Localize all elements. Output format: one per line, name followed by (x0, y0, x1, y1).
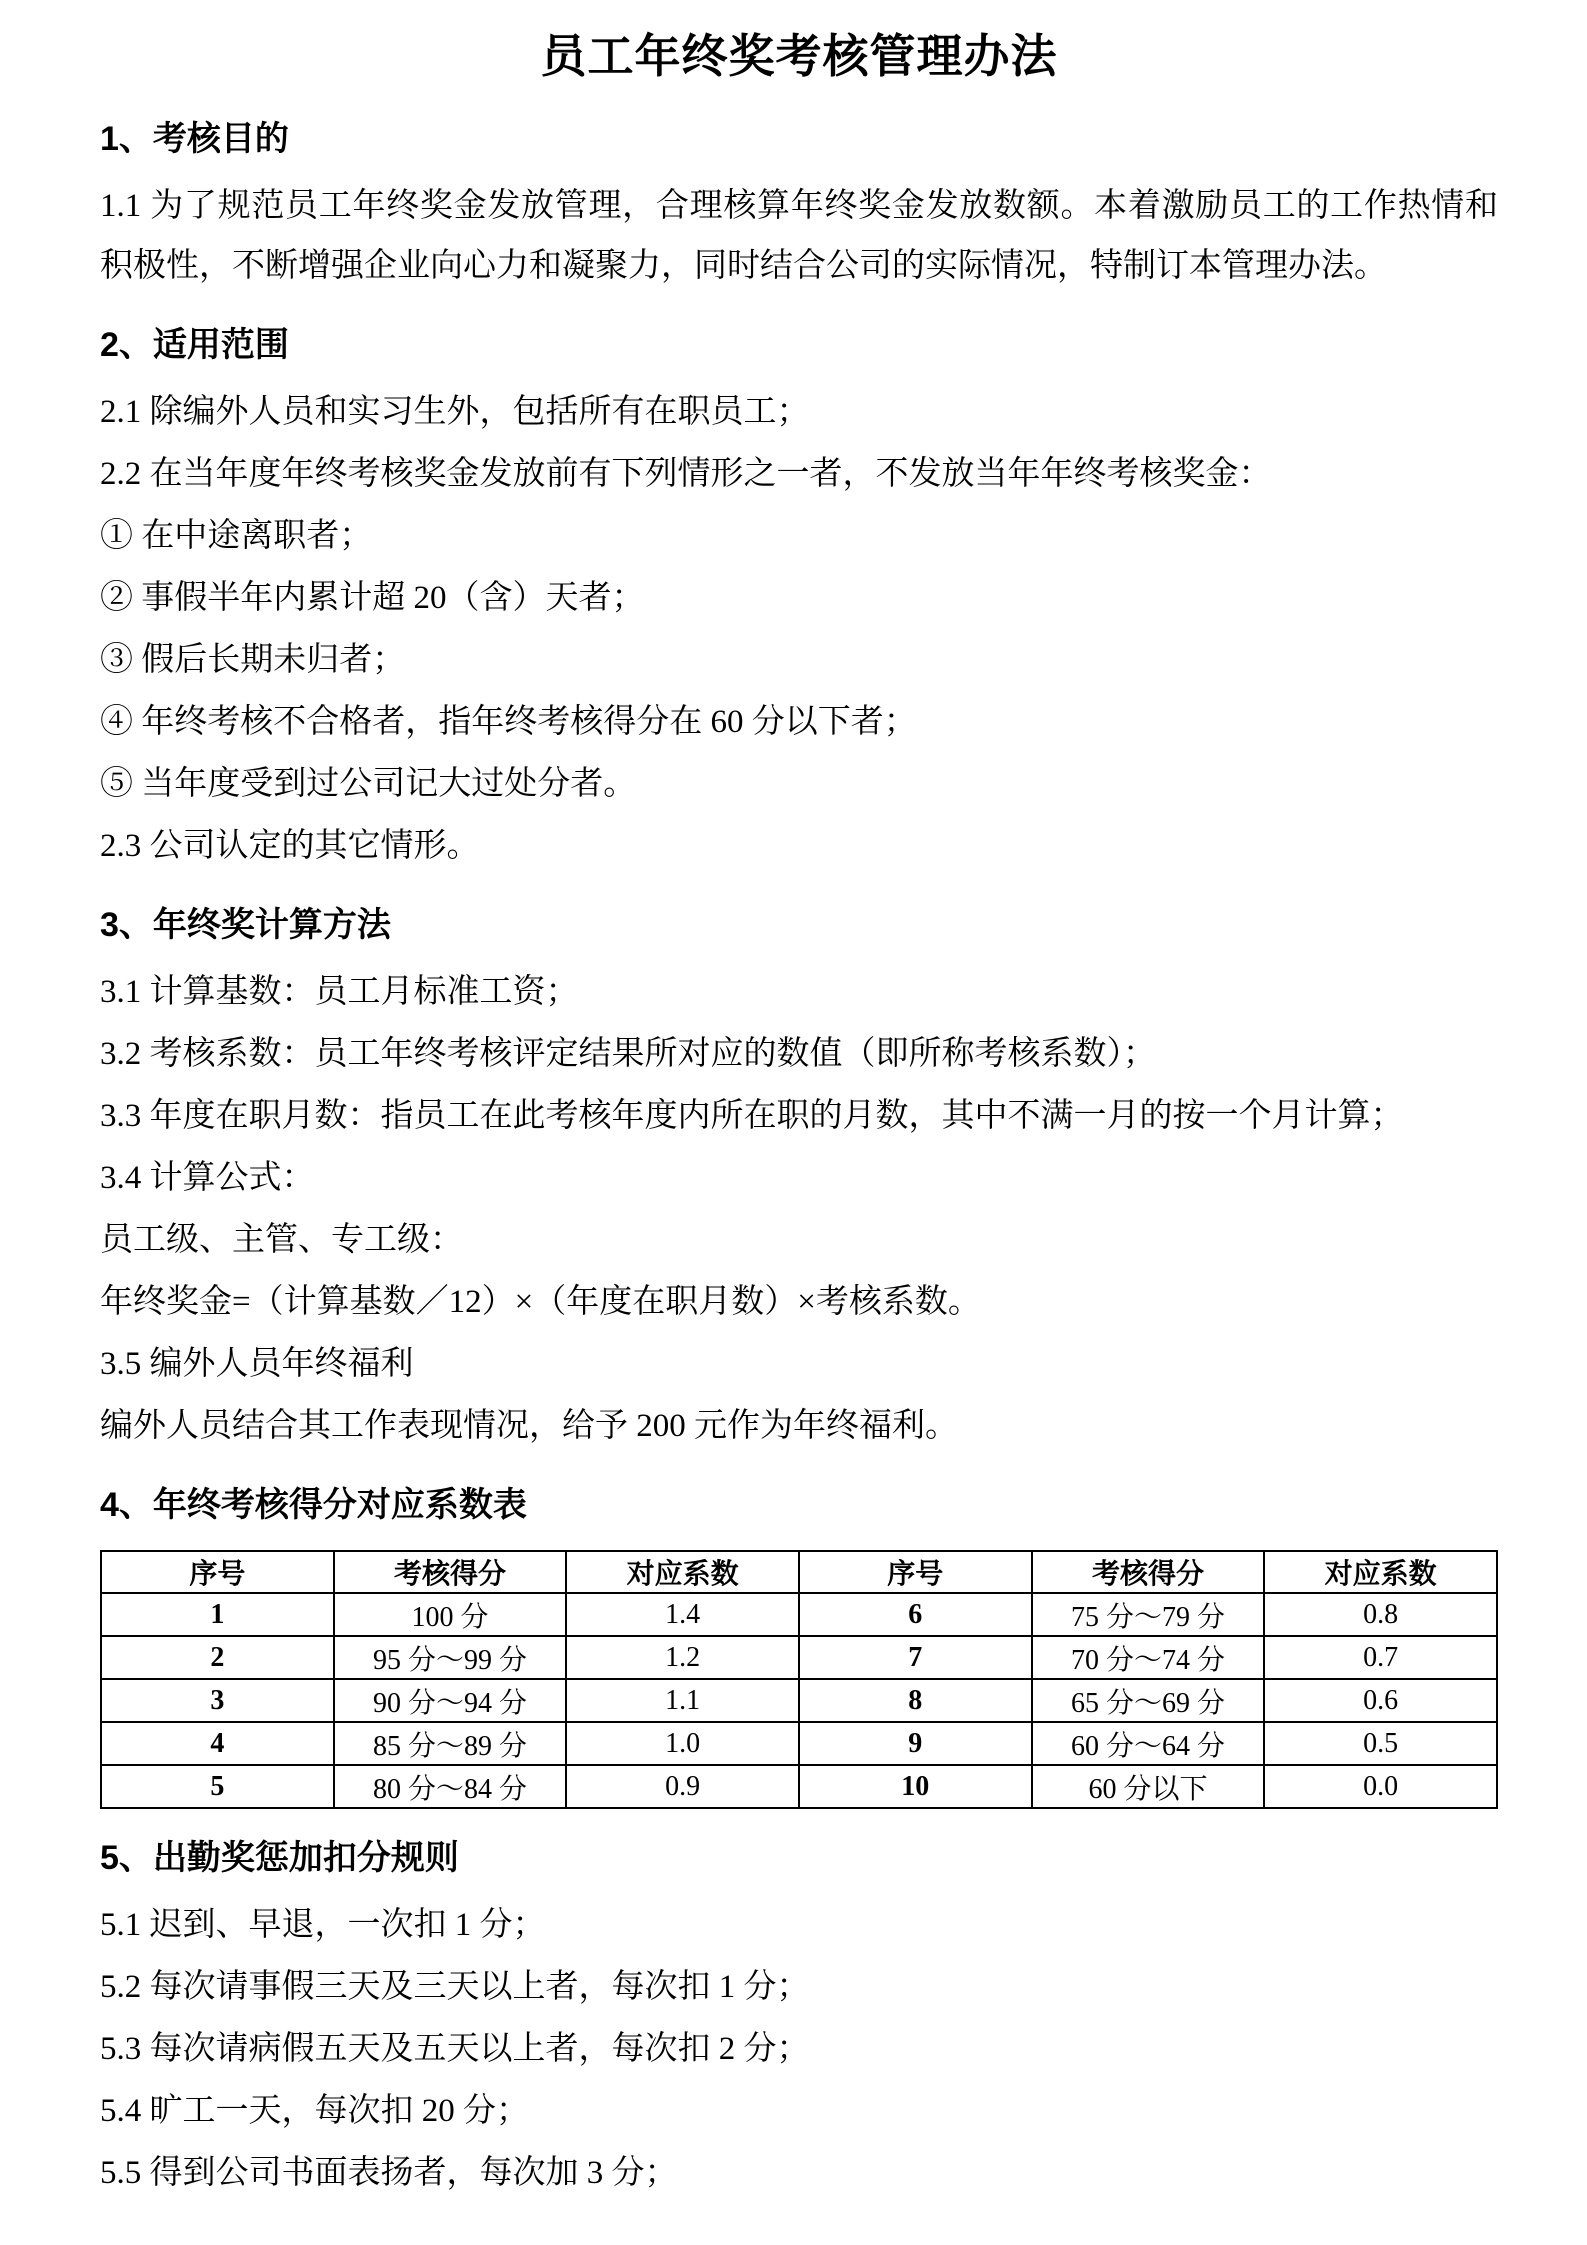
table-header-score-left: 考核得分 (334, 1551, 567, 1593)
table-header-score-right: 考核得分 (1032, 1551, 1265, 1593)
paragraph-5-3: 5.3 每次请病假五天及五天以上者，每次扣 2 分； (100, 2031, 810, 2067)
paragraph-5-4: 5.4 旷工一天，每次扣 20 分； (100, 2093, 529, 2129)
paragraph-3-2: 3.2 考核系数：员工年终考核评定结果所对应的数值（即所称考核系数）； (100, 1036, 1156, 1072)
table-cell-serial: 1 (101, 1593, 334, 1636)
paragraph-2-1: 2.1 除编外人员和实习生外，包括所有在职员工； (100, 394, 810, 430)
table-row (101, 1593, 1497, 1636)
table-header-serial-left: 序号 (101, 1551, 334, 1593)
list-item-circle-3: ③ 假后长期未归者； (100, 642, 406, 678)
table-row (101, 1722, 1497, 1765)
table-cell-coefficient: 0.9 (566, 1765, 799, 1808)
paragraph-2-2: 2.2 在当年度年终考核奖金发放前有下列情形之一者，不发放当年年终考核奖金： (100, 456, 1272, 492)
paragraph-5-1: 5.1 迟到、早退，一次扣 1 分； (100, 1907, 546, 1943)
table-header-coefficient-left: 对应系数 (566, 1551, 799, 1593)
paragraph-2-3: 2.3 公司认定的其它情形。 (100, 828, 480, 864)
table-cell-coefficient: 0.7 (1264, 1636, 1497, 1679)
table-cell-score: 80 分～84 分 (334, 1765, 567, 1808)
paragraph-3-4: 3.4 计算公式： (100, 1160, 315, 1196)
table-cell-serial: 3 (101, 1679, 334, 1722)
table-cell-coefficient: 1.2 (566, 1636, 799, 1679)
table-cell-serial: 2 (101, 1636, 334, 1679)
section-heading-coefficient-table: 4、年终考核得分对应系数表 (100, 1486, 527, 1524)
table-cell-score: 60 分～64 分 (1032, 1722, 1265, 1765)
table-cell-score: 65 分～69 分 (1032, 1679, 1265, 1722)
section-heading-calculation-method: 3、年终奖计算方法 (100, 906, 391, 944)
paragraph-external-welfare: 编外人员结合其工作表现情况，给予 200 元作为年终福利。 (100, 1408, 958, 1444)
section-heading-attendance-rules: 5、出勤奖惩加扣分规则 (100, 1839, 459, 1877)
table-cell-coefficient: 1.0 (566, 1722, 799, 1765)
table-cell-coefficient: 1.4 (566, 1593, 799, 1636)
table-row (101, 1636, 1497, 1679)
section-heading-assessment-purpose: 1、考核目的 (100, 120, 289, 158)
table-cell-score: 100 分 (334, 1593, 567, 1636)
list-item-circle-5: ⑤ 当年度受到过公司记大过处分者。 (100, 766, 637, 802)
list-item-circle-4: ④ 年终考核不合格者，指年终考核得分在 60 分以下者； (100, 704, 917, 740)
table-row (101, 1765, 1497, 1808)
paragraph-5-5: 5.5 得到公司书面表扬者，每次加 3 分； (100, 2155, 678, 2191)
list-item-circle-1: ① 在中途离职者； (100, 518, 373, 554)
paragraph-3-1: 3.1 计算基数：员工月标准工资； (100, 974, 579, 1010)
table-cell-serial: 10 (799, 1765, 1032, 1808)
table-cell-coefficient: 1.1 (566, 1679, 799, 1722)
list-item-circle-2: ② 事假半年内累计超 20（含）天者； (100, 580, 645, 616)
table-cell-coefficient: 0.0 (1264, 1765, 1497, 1808)
table-cell-score: 60 分以下 (1032, 1765, 1265, 1808)
table-cell-score: 95 分～99 分 (334, 1636, 567, 1679)
paragraph-bonus-formula: 年终奖金=（计算基数／12）×（年度在职月数）×考核系数。 (100, 1284, 981, 1320)
table-header-row (101, 1551, 1497, 1593)
table-header-serial-right: 序号 (799, 1551, 1032, 1593)
table-row (101, 1679, 1497, 1722)
table-cell-score: 90 分～94 分 (334, 1679, 567, 1722)
table-cell-coefficient: 0.8 (1264, 1593, 1497, 1636)
paragraph-3-5: 3.5 编外人员年终福利 (100, 1346, 414, 1382)
table-cell-score: 70 分～74 分 (1032, 1636, 1265, 1679)
table-cell-serial: 4 (101, 1722, 334, 1765)
table-cell-serial: 8 (799, 1679, 1032, 1722)
table-cell-serial: 7 (799, 1636, 1032, 1679)
paragraph-1-1: 1.1 为了规范员工年终奖金发放管理，合理核算年终奖金发放数额。本着激励员工的工作热情和积极性，不断增强企业向心力和凝聚力，同时结合公司的实际情况，特制订本管理办法。 (100, 188, 1498, 284)
table-cell-serial: 6 (799, 1593, 1032, 1636)
section-heading-scope: 2、适用范围 (100, 326, 289, 364)
table-cell-coefficient: 0.5 (1264, 1722, 1497, 1765)
table-header-coefficient-right: 对应系数 (1264, 1551, 1497, 1593)
table-cell-serial: 9 (799, 1722, 1032, 1765)
paragraph-5-2: 5.2 每次请事假三天及三天以上者，每次扣 1 分； (100, 1969, 810, 2005)
table-cell-serial: 5 (101, 1765, 334, 1808)
coefficient-table (100, 1550, 1498, 1809)
paragraph-3-3: 3.3 年度在职月数：指员工在此考核年度内所在职的月数，其中不满一月的按一个月计算； (100, 1098, 1404, 1134)
table-cell-score: 75 分～79 分 (1032, 1593, 1265, 1636)
paragraph-grade-levels: 员工级、主管、专工级： (100, 1222, 463, 1258)
document-title: 员工年终奖考核管理办法 (540, 30, 1058, 82)
table-cell-coefficient: 0.6 (1264, 1679, 1497, 1722)
table-cell-score: 85 分～89 分 (334, 1722, 567, 1765)
